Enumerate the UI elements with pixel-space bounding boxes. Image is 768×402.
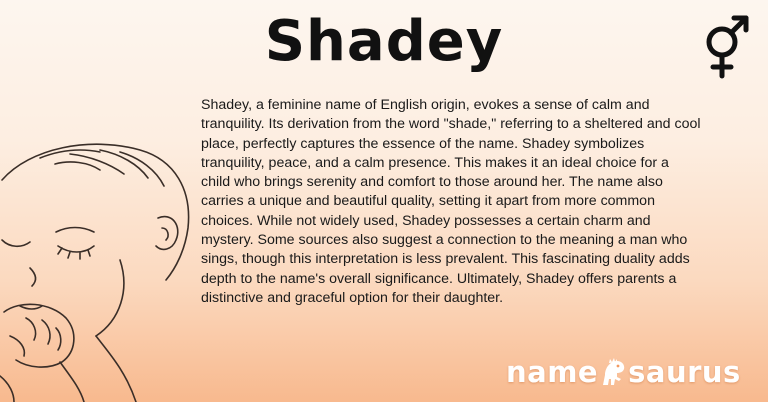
logo-text-saurus: saurus [628,355,741,389]
male-female-symbol-icon [698,14,754,80]
name-description: Shadey, a feminine name of English origin, evokes a sense of calm and tranquility. Its derivation from the word "shade," referring to a sheltered and cool place, perfectly captures the essence of the name. Shadey symbolizes tranquility, peace, and a calm presence. This makes it an ideal choice for a child who brings serenity and comfort to those around her. The name also carries a unique and beautiful quality, setting it apart from more common choices. While not widely used, Shadey possesses a certain charm and mystery. Some sources also suggest a connection to the meaning a man who sings, though this interpretation is less prevalent. This fascinating duality adds depth to the name's overall significance. Ultimately, Shadey offers parents a distinctive and graceful option for their daughter. [201,97,701,306]
sleeping-baby-illustration [0,140,200,402]
name-title: Shadey [264,9,504,74]
logo-text-name: name [506,355,599,389]
namesaurus-logo[interactable] [506,354,741,390]
dinosaur-icon [599,357,627,387]
